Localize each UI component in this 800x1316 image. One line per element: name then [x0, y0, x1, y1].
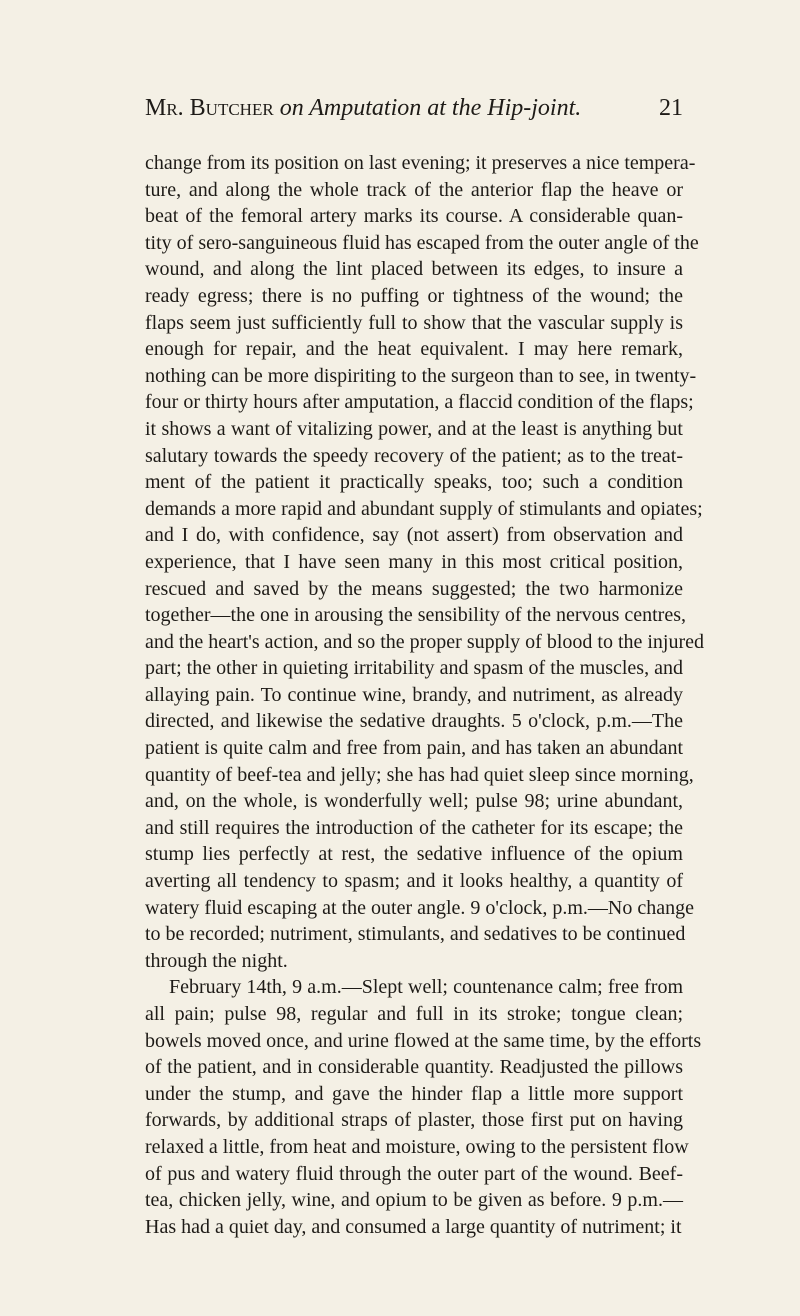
- text-line: change from its position on last evening; it preserves a nice tempera-: [145, 152, 696, 174]
- text-line: February 14th, 9 a.m.—Slept well; countenance calm; free from: [169, 976, 683, 999]
- running-head-title: on Amputation at the Hip-joint.: [279, 95, 582, 121]
- text-line: together—the one in arousing the sensibility of the nervous centres,: [145, 604, 686, 627]
- text-line: wound, and along the lint placed between its edges, to insure a: [145, 258, 683, 281]
- text-line: directed, and likewise the sedative draughts. 5 o'clock, p.m.—The: [145, 710, 683, 733]
- text-line: Has had a quiet day, and consumed a large quantity of nutriment; it: [145, 1215, 682, 1238]
- text-line: under the stump, and gave the hinder flap a little more support: [145, 1082, 683, 1105]
- text-line: enough for repair, and the heat equivalent. I may here remark,: [145, 338, 683, 361]
- text-line: salutary towards the speedy recovery of the patient; as to the treat-: [145, 444, 683, 467]
- text-line: and the heart's action, and so the proper supply of blood to the injured: [145, 630, 705, 653]
- text-line: ment of the patient it practically speaks, too; such a condition: [145, 471, 683, 494]
- text-line: and I do, with confidence, say (not assert) from observation and: [145, 524, 683, 547]
- text-line: nothing can be more dispiriting to the surgeon than to see, in twenty-: [145, 364, 697, 387]
- text-line: flaps seem just sufficiently full to show that the vascular supply is: [145, 311, 683, 334]
- text-line: of pus and watery fluid through the outer part of the wound. Beef-: [145, 1162, 683, 1185]
- body-text: [145, 150, 705, 1240]
- text-line: of the patient, and in considerable quantity. Readjusted the pillows: [145, 1056, 683, 1079]
- running-head-author: Mr. Butcher: [145, 95, 274, 121]
- text-line: ready egress; there is no puffing or tightness of the wound; the: [145, 284, 683, 307]
- text-line: allaying pain. To continue wine, brandy, and nutriment, as already: [145, 683, 683, 706]
- text-line: averting all tendency to spasm; and it looks healthy, a quantity of: [145, 870, 683, 893]
- text-line: and, on the whole, is wonderfully well; pulse 98; urine abundant,: [145, 790, 683, 813]
- text-line: through the night.: [145, 949, 288, 972]
- page-number: 21: [659, 95, 683, 121]
- paragraph-1: [145, 150, 705, 974]
- text-line: and still requires the introduction of the catheter for its escape; the: [145, 816, 683, 839]
- text-line: watery fluid escaping at the outer angle. 9 o'clock, p.m.—No change: [145, 896, 694, 919]
- text-line: to be recorded; nutriment, stimulants, and sedatives to be continued: [145, 923, 686, 946]
- running-head: [145, 94, 683, 122]
- paragraph-2: [145, 974, 702, 1240]
- text-line: ture, and along the whole track of the anterior flap the heave or: [145, 178, 683, 201]
- text-line: quantity of beef-tea and jelly; she has had quiet sleep since morning,: [145, 763, 694, 786]
- text-line: four or thirty hours after amputation, a flaccid condition of the flaps;: [145, 391, 694, 414]
- text-line: beat of the femoral artery marks its course. A considerable quan-: [145, 205, 683, 228]
- text-line: part; the other in quieting irritability and spasm of the muscles, and: [145, 657, 683, 680]
- text-line: tea, chicken jelly, wine, and opium to be given as before. 9 p.m.—: [145, 1189, 683, 1212]
- text-line: bowels moved once, and urine flowed at the same time, by the efforts: [145, 1029, 702, 1052]
- text-line: all pain; pulse 98, regular and full in its stroke; tongue clean;: [145, 1003, 683, 1025]
- text-line: patient is quite calm and free from pain, and has taken an abundant: [145, 737, 683, 760]
- text-line: it shows a want of vitalizing power, and at the least is anything but: [145, 417, 683, 440]
- running-title: [145, 94, 581, 122]
- text-line: stump lies perfectly at rest, the sedative influence of the opium: [145, 843, 683, 866]
- text-line: experience, that I have seen many in this most critical position,: [145, 550, 683, 573]
- text-line: relaxed a little, from heat and moisture, owing to the persistent flow: [145, 1135, 689, 1158]
- text-line: demands a more rapid and abundant supply of stimulants and opiates;: [145, 497, 703, 520]
- text-line: forwards, by additional straps of plaster, those first put on having: [145, 1109, 683, 1132]
- text-line: tity of sero-sanguineous fluid has escaped from the outer angle of the: [145, 231, 699, 254]
- text-line: rescued and saved by the means suggested; the two harmonize: [145, 577, 683, 600]
